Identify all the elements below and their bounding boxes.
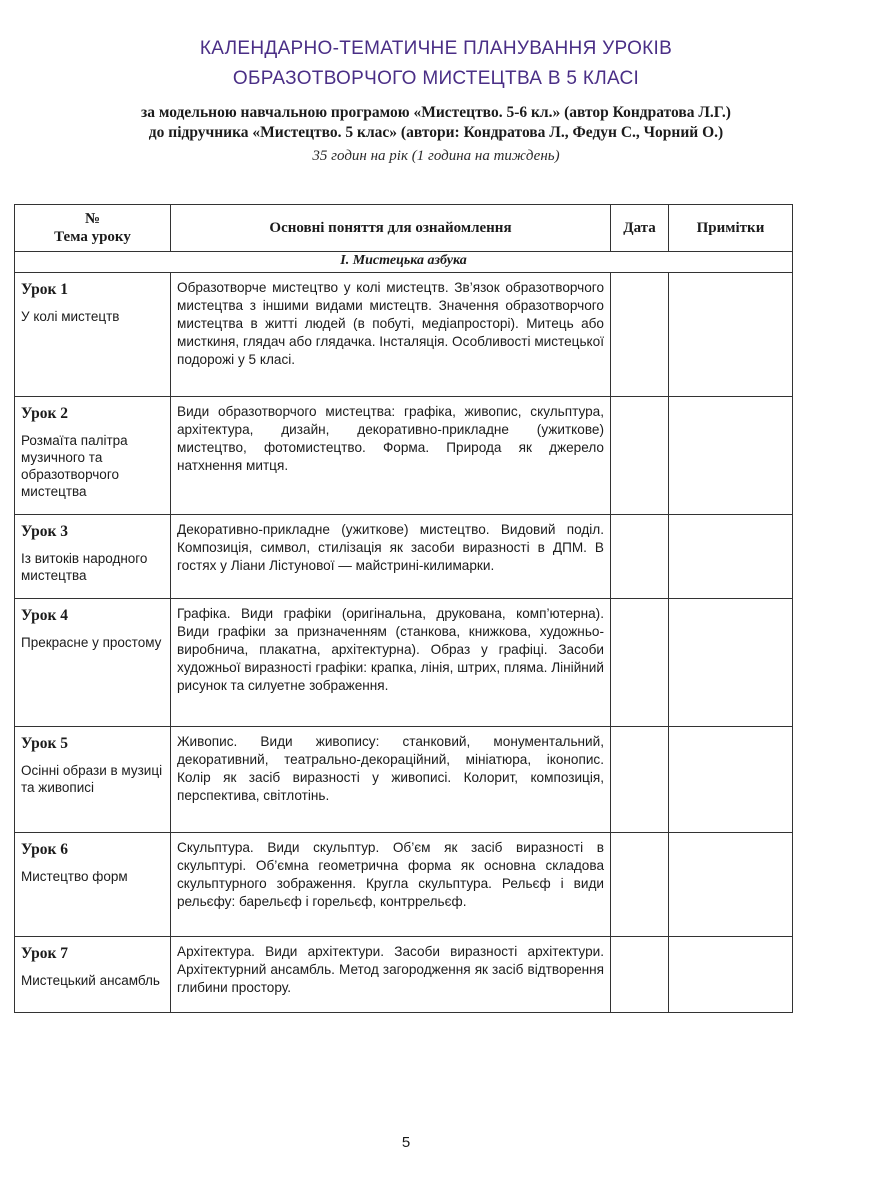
lesson-notes-cell[interactable] xyxy=(669,599,793,727)
lesson-concepts: Види образотворчого мистецтва: графіка, живопис, скульптура, архітектура, дизайн, декоративно-прикладне (ужиткове) мистецтво, фотомистецтво. Форма. Природа як джерело натхнення митця. xyxy=(171,397,611,515)
table-row xyxy=(15,273,793,397)
lesson-notes-cell[interactable] xyxy=(669,397,793,515)
lesson-topic: Осінні образи в музиці та живописі xyxy=(21,763,163,795)
lesson-concepts: Скульптура. Види скульптур. Об’єм як засіб виразності в скульптурі. Об’ємна геометрична форма як основна складова скульптурного зображення. Кругла скульптура. Рельєф і види рельєфу: барельєф і горельєф, контррельєф. xyxy=(171,833,611,937)
lesson-concepts: Образотворче мистецтво у колі мистецтв. Зв’язок образотворчого мистецтва з іншими видами мистецтв. Значення образотворчого мистецтва в житті людей (в побуті, медіапросторі). Митець або мисткиня, глядач або глядачка. Інсталяція. Особливості мистецької подорожі у 5 класі. xyxy=(171,273,611,397)
lesson-concepts: Живопис. Види живопису: станковий, монументальний, декоративний, театрально-декораційний, мініатюра, іконопис. Колір як засіб виразності у живописі. Колорит, композиція, перспектива, світлотінь. xyxy=(171,727,611,833)
lesson-notes-cell[interactable] xyxy=(669,727,793,833)
lesson-topic: У колі мистецтв xyxy=(21,309,120,324)
lesson-number: Урок 4 xyxy=(21,607,69,624)
lesson-number: Урок 2 xyxy=(21,405,69,422)
lesson-concepts: Графіка. Види графіки (оригінальна, друкована, комп’ютерна). Види графіки за призначенням (станкова, книжкова, художньо-виробнича, плакатна, архітектурна). Образ у графіці. Засоби художньої виразності графіки: крапка, лінія, штрих, пляма. Лінійний рисунок та силуетне зображення. xyxy=(171,599,611,727)
column-header-date: Дата xyxy=(611,205,669,252)
lesson-notes-cell[interactable] xyxy=(669,273,793,397)
table-header-row xyxy=(15,205,793,252)
lesson-cell xyxy=(15,937,171,1013)
lesson-cell xyxy=(15,515,171,599)
program-subtitle: за модельною навчальною програмою «Мистецтво. 5-6 кл.» (автор Кондратова Л.Г.) xyxy=(141,104,731,121)
page-title-line-1: КАЛЕНДАРНО-ТЕМАТИЧНЕ ПЛАНУВАННЯ УРОКІВ xyxy=(199,38,673,59)
lesson-concepts: Декоративно-прикладне (ужиткове) мистецтво. Видовий поділ. Композиція, символ, стилізація як засоби виразності в ДПМ. В гостях у Ліани Лістунової — майстрині-килимарки. xyxy=(171,515,611,599)
section-row xyxy=(15,252,793,273)
lesson-cell xyxy=(15,397,171,515)
lesson-cell xyxy=(15,833,171,937)
lesson-number: Урок 1 xyxy=(21,281,69,298)
lesson-date-cell[interactable] xyxy=(611,937,669,1013)
lesson-number: Урок 6 xyxy=(21,841,69,858)
table-row xyxy=(15,833,793,937)
lesson-number: Урок 7 xyxy=(21,945,69,962)
lesson-date-cell[interactable] xyxy=(611,515,669,599)
column-header-topic: Тема уроку xyxy=(54,229,131,245)
lesson-topic: Із витоків народного мистецтва xyxy=(21,551,148,583)
section-title: І. Мистецька азбука xyxy=(15,252,793,273)
column-header-notes: Примітки xyxy=(669,205,793,252)
lesson-notes-cell[interactable] xyxy=(669,937,793,1013)
column-header-concepts: Основні поняття для ознайомлення xyxy=(171,205,611,252)
lesson-cell xyxy=(15,727,171,833)
lesson-number: Урок 5 xyxy=(21,735,69,752)
lesson-date-cell[interactable] xyxy=(611,833,669,937)
table-row xyxy=(15,397,793,515)
lesson-plan-table xyxy=(14,204,793,1013)
lesson-topic: Прекрасне у простому xyxy=(21,635,162,650)
lesson-topic: Мистецький ансамбль xyxy=(21,973,160,988)
lesson-date-cell[interactable] xyxy=(611,599,669,727)
column-header-lesson xyxy=(15,205,171,252)
lesson-topic: Розмаїта палітра музичного та образотворчого мистецтва xyxy=(21,433,128,499)
textbook-subtitle: до підручника «Мистецтво. 5 клас» (автори: Кондратова Л., Федун С., Чорний О.) xyxy=(148,124,724,141)
hours-note: 35 годин на рік (1 година на тиждень) xyxy=(312,148,560,164)
lesson-number: Урок 3 xyxy=(21,523,69,540)
page-number: 5 xyxy=(401,1134,411,1151)
table-row xyxy=(15,727,793,833)
lesson-notes-cell[interactable] xyxy=(669,515,793,599)
lesson-date-cell[interactable] xyxy=(611,273,669,397)
lesson-concepts: Архітектура. Види архітектури. Засоби виразності архітектури. Архітектурний ансамбль. Метод загородження як засіб відтворення глибини простору. xyxy=(171,937,611,1013)
lesson-cell xyxy=(15,273,171,397)
table-row xyxy=(15,515,793,599)
page-title-line-2: ОБРАЗОТВОРЧОГО МИСТЕЦТВА В 5 КЛАСІ xyxy=(232,68,640,89)
column-header-number-sign: № xyxy=(84,211,101,227)
lesson-cell xyxy=(15,599,171,727)
lesson-notes-cell[interactable] xyxy=(669,833,793,937)
table-row xyxy=(15,937,793,1013)
table-row xyxy=(15,599,793,727)
lesson-topic: Мистецтво форм xyxy=(21,869,128,884)
lesson-date-cell[interactable] xyxy=(611,727,669,833)
lesson-date-cell[interactable] xyxy=(611,397,669,515)
